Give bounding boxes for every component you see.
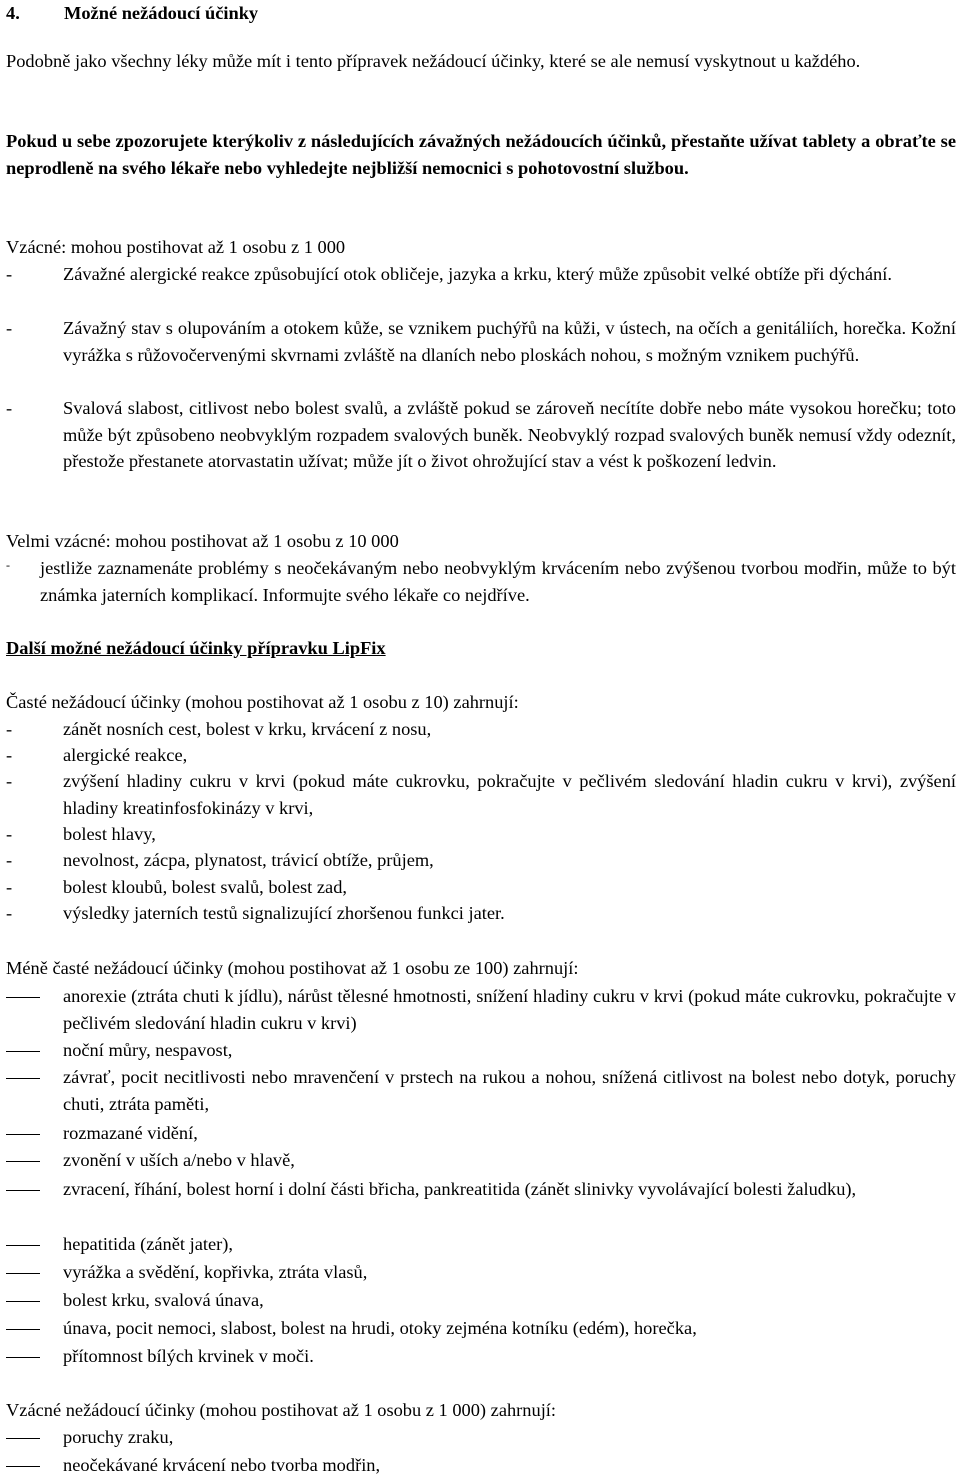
dash-bullet <box>6 1343 46 1370</box>
dash-bullet <box>6 1120 46 1147</box>
list-item-text: výsledky jaterních testů signalizující zhoršenou funkci jater. <box>63 903 505 923</box>
list-item <box>6 1064 956 1117</box>
bullet: - <box>6 850 13 870</box>
bullet: - <box>6 264 13 284</box>
list-item-text: poruchy zraku, <box>63 1427 174 1447</box>
dash-bullet <box>6 983 46 1010</box>
list-item-text: hepatitida (zánět jater), <box>63 1234 234 1254</box>
list-item <box>6 1037 956 1064</box>
bullet: - <box>6 719 13 739</box>
dash-bullet <box>6 1231 46 1258</box>
dash-bullet <box>6 1176 46 1203</box>
list-item-text: alergické reakce, <box>63 745 188 765</box>
dash-bullet <box>6 1424 46 1451</box>
dash-bullet <box>6 1064 46 1091</box>
list-item <box>6 1120 956 1147</box>
dash-bullet <box>6 1287 46 1314</box>
list-item <box>6 1231 956 1258</box>
warning-paragraph: Pokud u sebe zpozorujete kterýkoliv z následujících závažných nežádoucích účinků, přestaňte užívat tablety a obraťte se neprodleně na svého lékaře nebo vyhledejte nejbližší nemocnici s pohotovostní službou. <box>6 131 956 178</box>
bullet: - <box>6 745 13 765</box>
section-number: 4. <box>6 3 20 23</box>
list-item-text: noční můry, nespavost, <box>63 1040 233 1060</box>
list-item <box>6 1343 956 1370</box>
section-title: Možné nežádoucí účinky <box>64 3 259 23</box>
list-item <box>6 847 956 874</box>
list-item-text: vyrážka a svědění, kopřivka, ztráta vlasů, <box>63 1262 368 1282</box>
bullet: - <box>6 771 13 791</box>
list-item <box>6 1424 956 1451</box>
list-item <box>6 261 956 288</box>
list-item <box>6 395 956 475</box>
dash-bullet <box>6 1037 46 1064</box>
bullet: - <box>6 558 10 572</box>
list-item <box>6 1452 956 1479</box>
common-label: Časté nežádoucí účinky (mohou postihovat až 1 osobu z 10) zahrnují: <box>6 692 519 712</box>
list-item <box>6 555 956 608</box>
list-item-text: únava, pocit nemoci, slabost, bolest na hrudi, otoky zejména kotníku (edém), horečka, <box>63 1318 697 1338</box>
list-item-text: zvýšení hladiny cukru v krvi (pokud máte cukrovku, pokračujte v pečlivém sledování hladin cukru v krvi), zvýšení hladiny kreatinfosfokinázy v krvi, <box>63 771 956 818</box>
list-item <box>6 983 956 1036</box>
list-item <box>6 768 956 821</box>
list-item-text: závrať, pocit necitlivosti nebo mravenčení v prstech na rukou a nohou, snížená citlivost na bolest nebo dotyk, poruchy chuti, ztráta paměti, <box>63 1067 956 1114</box>
list-item-text: neočekávané krvácení nebo tvorba modřin, <box>63 1455 381 1475</box>
other-effects-heading: Další možné nežádoucí účinky přípravku LipFix <box>6 638 386 658</box>
list-item-text: bolest krku, svalová únava, <box>63 1290 264 1310</box>
list-item <box>6 716 956 743</box>
list-item <box>6 1259 956 1286</box>
list-item-text: přítomnost bílých krvinek v moči. <box>63 1346 314 1366</box>
list-item-text: anorexie (ztráta chuti k jídlu), nárůst tělesné hmotnosti, snížení hladiny cukru v krvi (pokud máte cukrovku, pokračujte v pečlivém sledování hladin cukru v krvi) <box>63 986 956 1033</box>
dash-bullet <box>6 1452 46 1479</box>
list-item <box>6 900 956 927</box>
dash-bullet <box>6 1315 46 1342</box>
list-item-text: zvracení, říhání, bolest horní i dolní části břicha, pankreatitida (zánět slinivky vyvolávající bolesti žaludku), <box>63 1179 857 1199</box>
list-item <box>6 874 956 901</box>
list-item-text: jestliže zaznamenáte problémy s neočekávaným nebo neobvyklým krvácením nebo zvýšenou tvorbou modřin, může to být známka jaterních komplikací. Informujte svého lékaře co nejdříve. <box>40 558 956 605</box>
very-rare-label: Velmi vzácné: mohou postihovat až 1 osobu z 10 000 <box>6 531 399 551</box>
list-item <box>6 1176 956 1203</box>
list-item-text: bolest kloubů, bolest svalů, bolest zad, <box>63 877 347 897</box>
bullet: - <box>6 318 13 338</box>
list-item-text: zánět nosních cest, bolest v krku, krvácení z nosu, <box>63 719 432 739</box>
rare-label: Vzácné: mohou postihovat až 1 osobu z 1 000 <box>6 237 346 257</box>
rare-other-label: Vzácné nežádoucí účinky (mohou postihovat až 1 osobu z 1 000) zahrnují: <box>6 1400 557 1420</box>
bullet: - <box>6 903 13 923</box>
list-item <box>6 742 956 769</box>
bullet: - <box>6 398 13 418</box>
list-item <box>6 1315 956 1342</box>
list-item-text: Svalová slabost, citlivost nebo bolest svalů, a zvláště pokud se zároveň necítíte dobře nebo máte vysokou horečku; toto může být způsobeno neobvyklým rozpadem svalových buněk. Neobvyklý rozpad svalových buněk nemusí vždy odeznít, přestože přestanete atorvastatin užívat; může jít o život ohrožující stav a vést k poškození ledvin. <box>63 398 956 471</box>
intro-paragraph: Podobně jako všechny léky může mít i tento přípravek nežádoucí účinky, které se ale nemusí vyskytnout u každého. <box>6 51 861 71</box>
list-item <box>6 1287 956 1314</box>
list-item-text: zvonění v uších a/nebo v hlavě, <box>63 1150 295 1170</box>
bullet: - <box>6 877 13 897</box>
uncommon-label: Méně časté nežádoucí účinky (mohou postihovat až 1 osobu ze 100) zahrnují: <box>6 958 579 978</box>
list-item-text: bolest hlavy, <box>63 824 156 844</box>
list-item-text: Závažný stav s olupováním a otokem kůže, se vznikem puchýřů na kůži, v ústech, na očích a genitáliích, horečka. Kožní vyrážka s růžovočervenými skvrnami zvláště na dlaních nebo ploskách nohou, s možným vznikem puchýřů. <box>63 318 956 365</box>
bullet: - <box>6 824 13 844</box>
dash-bullet <box>6 1147 46 1174</box>
section-heading <box>6 0 258 27</box>
list-item-text: Závažné alergické reakce způsobující otok obličeje, jazyka a krku, který může způsobit velké obtíže při dýchání. <box>63 264 892 284</box>
list-item <box>6 821 956 848</box>
list-item-text: rozmazané vidění, <box>63 1123 198 1143</box>
list-item <box>6 315 956 368</box>
list-item-text: nevolnost, zácpa, plynatost, trávicí obtíže, průjem, <box>63 850 434 870</box>
dash-bullet <box>6 1259 46 1286</box>
list-item <box>6 1147 956 1174</box>
